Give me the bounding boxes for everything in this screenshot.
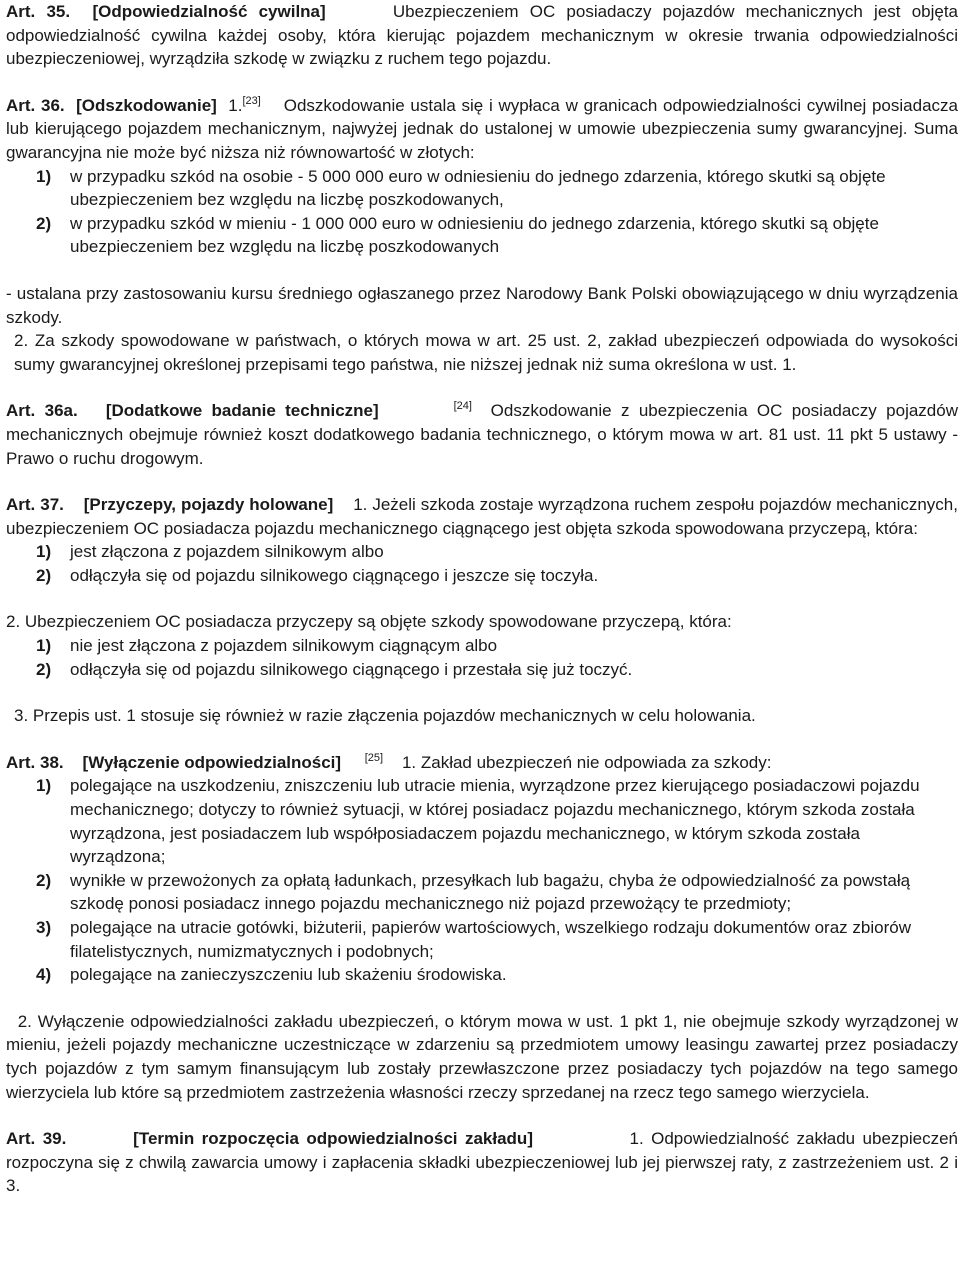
section-text: 1. Odpowiedzialność zakładu ubezpieczeń rozpoczyna się z chwilą zawarcia umowy i zapłacenia składki ubezpieczeniowej lub jej pierwszej raty, z zastrzeżeniem ust. 2 i 3. [6, 1129, 958, 1196]
article-35 [6, 0, 958, 71]
list-item [6, 165, 958, 212]
list-item [6, 564, 958, 588]
list-item [6, 212, 958, 259]
point-text: odłączyła się od pojazdu silnikowego ciągnącego i przestała się już toczyć. [70, 659, 633, 679]
point-number: 1) [36, 636, 52, 656]
article-title: [Termin rozpoczęcia odpowiedzialności zakładu] [133, 1129, 533, 1149]
point-text: wynikłe w przewożonych za opłatą ładunkach, przesyłkach lub bagażu, chyba że odpowiedzialność za powstałą szkodę ponosi posiadacz innego pojazdu mechanicznego niż pojazd przewożący te przedmioty; [70, 870, 911, 914]
article-title: [Odszkodowanie] [76, 95, 217, 115]
article-number: Art. 35. [6, 2, 71, 21]
point-number: 2) [36, 213, 52, 233]
section-text: Odszkodowanie ustala się i wypłaca w granicach odpowiedzialności cywilnej posiadacza lub kierującego pojazdem mechanicznym, najwyżej jednak do ustalonej w umowie ubezpieczenia sumy gwarancyjnej. Suma gwarancyjna nie może być niższa niż równowartość w złotych: [6, 95, 958, 162]
section-text: 2. Wyłączenie odpowiedzialności zakładu ubezpieczeń, o którym mowa w ust. 1 pkt 1, nie obejmuje szkody wyrządzonej w mieniu, jeżeli pojazdy mechaniczne uczestniczące w zdarzeniu są przedmiotem umowy leasingu zawartej przez posiadaczy tych pojazdów z tym samym finansującym lub zostały przewłaszczone przez posiadaczy tych pojazdów na tego samego wierzyciela lub które są przedmiotem zastrzeżenia własności rzeczy sprzedanej na rzecz tego samego wierzyciela. [6, 1011, 958, 1102]
list-item [6, 634, 958, 658]
section-text: 1. Jeżeli szkoda zostaje wyrządzona ruchem zespołu pojazdów mechanicznych, ubezpieczeniem OC posiadacza pojazdu mechanicznego ciągnącego jest objęta szkoda spowodowana przyczepą, która: [6, 495, 958, 538]
article-number: Art. 39. [6, 1129, 67, 1149]
point-number: 2) [36, 870, 52, 890]
article-number: Art. 38. [6, 752, 64, 772]
list-item [6, 963, 958, 987]
article-text: Odszkodowanie z ubezpieczenia OC posiadaczy pojazdów mechanicznych obejmuje również koszt dodatkowego badania technicznego, o którym mowa w art. 81 ust. 11 pkt 5 ustawy - Prawo o ruchu drogowym. [6, 401, 958, 468]
section-2: 2. Ubezpieczeniem OC posiadacza przyczepy są objęte szkody spowodowane przyczepą, która: [6, 612, 732, 632]
point-text: w przypadku szkód na osobie - 5 000 000 euro w odniesieniu do jednego zdarzenia, którego skutki są objęte ubezpieczeniem bez względu na liczbę poszkodowanych, [70, 166, 886, 210]
article-36a [6, 399, 958, 470]
point-text: w przypadku szkód w mieniu - 1 000 000 euro w odniesieniu do jednego zdarzenia, którego skutki są objęte ubezpieczeniem bez względu na liczbę poszkodowanych [70, 213, 879, 257]
point-number: 1) [36, 776, 52, 796]
point-text: polegające na utracie gotówki, biżuterii, papierów wartościowych, wszelkiego rodzaju dokumentów oraz zbiorów filatelistycznych, numizmatycznych i podobnych; [70, 918, 911, 961]
article-number: Art. 36a. [6, 401, 78, 421]
list-item [6, 658, 958, 682]
article-number: Art. 36. [6, 95, 65, 115]
section-number: 1. [228, 95, 243, 115]
article-title: [Odpowiedzialność cywilna] [92, 2, 326, 21]
section-2 [6, 1010, 958, 1104]
closing-clause: - ustalana przy zastosowaniu kursu średniego ogłaszanego przez Narodowy Bank Polski obowiązującego w dniu wyrządzenia szkody. [6, 283, 958, 327]
point-number: 4) [36, 965, 52, 985]
list-item [6, 540, 958, 564]
article-36 [6, 94, 958, 165]
article-title: [Przyczepy, pojazdy holowane] [83, 495, 334, 515]
list-item [6, 774, 958, 868]
list-item [6, 916, 958, 963]
point-number: 1) [36, 166, 52, 186]
article-38 [6, 751, 958, 775]
article-text: Ubezpieczeniem OC posiadaczy pojazdów mechanicznych jest objęta odpowiedzialność cywilna każdej osoby, która kierując pojazdem mechanicznym w okresie trwania odpowiedzialności ubezpieczeniowej, wyrządziła szkodę w związku z ruchem tego pojazdu. [6, 2, 959, 69]
article-37 [6, 493, 958, 540]
article-39 [6, 1127, 958, 1198]
footnote-ref: [25] [364, 751, 384, 764]
article-title: [Wyłączenie odpowiedzialności] [82, 752, 342, 772]
point-number: 2) [36, 565, 52, 585]
point-text: polegające na zanieczyszczeniu lub skażeniu środowiska. [70, 965, 507, 985]
section-text: 1. Zakład ubezpieczeń nie odpowiada za szkody: [401, 752, 772, 772]
section-3: 3. Przepis ust. 1 stosuje się również w razie złączenia pojazdów mechanicznych w celu holowania. [14, 706, 756, 726]
article-number: Art. 37. [6, 495, 64, 515]
point-text: nie jest złączona z pojazdem silnikowym ciągnącym albo [70, 636, 498, 656]
point-number: 3) [36, 918, 52, 937]
point-text: jest złączona z pojazdem silnikowym albo [70, 542, 384, 562]
section-2: 2. Za szkody spowodowane w państwach, o których mowa w art. 25 ust. 2, zakład ubezpieczeń odpowiada do wysokości sumy gwarancyjnej określonej przepisami tego państwa, nie niższej jednak niż suma określona w ust. 1. [14, 331, 958, 374]
footnote-ref: [23] [242, 94, 261, 107]
footnote-ref: [24] [453, 400, 472, 413]
list-item [6, 869, 958, 916]
point-text: odłączyła się od pojazdu silnikowego ciągnącego i jeszcze się toczyła. [70, 565, 599, 585]
point-number: 1) [36, 542, 52, 562]
point-number: 2) [36, 659, 52, 679]
article-title: [Dodatkowe badanie techniczne] [105, 401, 379, 421]
point-text: polegające na uszkodzeniu, zniszczeniu lub utracie mienia, wyrządzone przez kierującego posiadaczowi pojazdu mechanicznego; dotyczy to również sytuacji, w której posiadacz pojazdu mechanicznego, którym szkoda została wyrządzona, jest posiadaczem lub współposiadaczem pojazdu mechanicznego, w którym szkoda została wyrządzona; [70, 776, 920, 867]
